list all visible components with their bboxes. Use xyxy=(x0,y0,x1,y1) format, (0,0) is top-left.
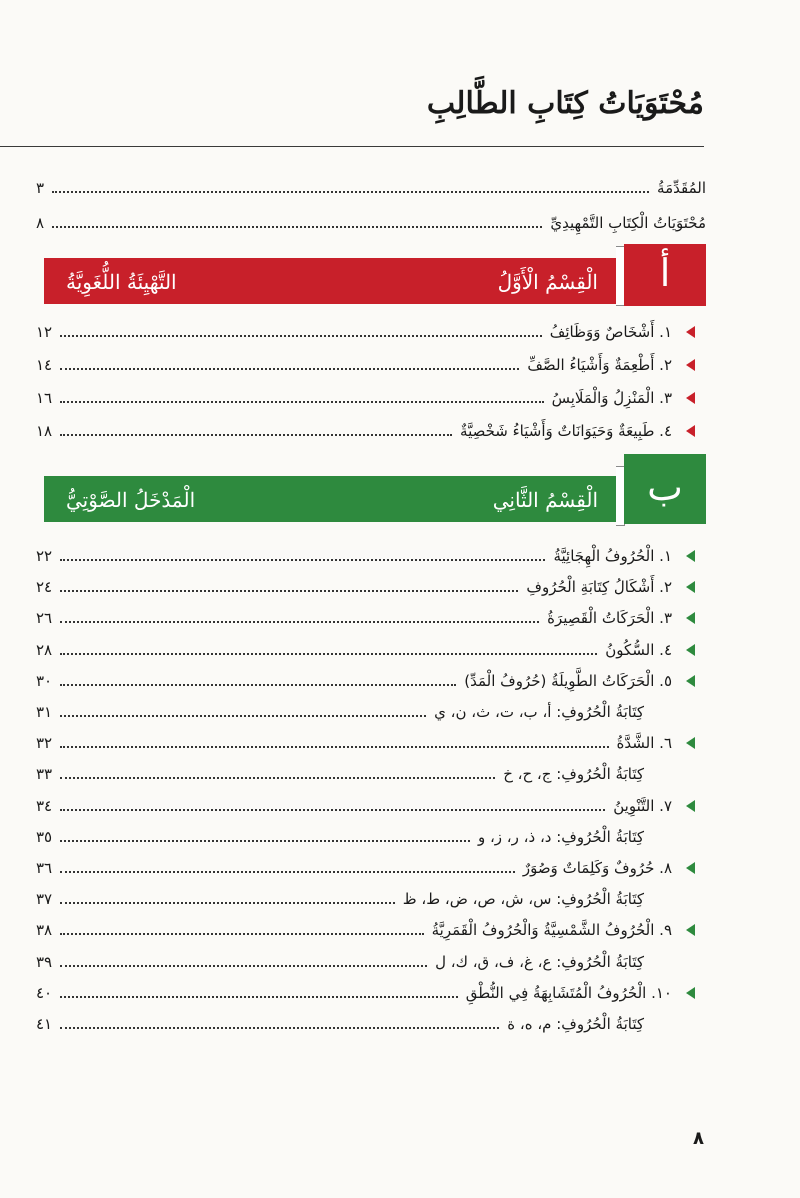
toc-entry-page: ٢٨ xyxy=(36,641,53,659)
toc-entry-page: ١٨ xyxy=(36,422,53,440)
toc-entry-page: ٣١ xyxy=(36,703,53,721)
page-number: ٨ xyxy=(693,1128,704,1149)
toc-entry-label: كِتَابَةُ الْحُرُوفِ: د، ذ، ر، ز، و xyxy=(477,828,644,846)
toc-entry-page: ١٦ xyxy=(36,389,53,407)
dot-leader xyxy=(60,809,605,811)
dot-leader xyxy=(60,965,427,967)
toc-entry-label: ١. الْحُرُوفُ الْهِجَائِيَّةُ xyxy=(553,547,672,565)
toc-entry-introduction[interactable] xyxy=(36,175,706,201)
toc-entry-label: ٩. الْحُرُوفُ الشَّمْسِيَّةُ وَالْحُرُوفُ الْقَمَرِيَّةُ xyxy=(431,921,672,939)
dot-leader xyxy=(60,684,456,686)
toc-entry[interactable] xyxy=(36,319,672,345)
toc-entry-page: ٢٦ xyxy=(36,609,53,627)
red-triangle-icon xyxy=(686,359,695,371)
dot-leader xyxy=(52,191,649,193)
toc-entry-label: كِتَابَةُ الْحُرُوفِ: ج، ح، خ xyxy=(503,765,644,783)
toc-entry[interactable] xyxy=(36,418,672,444)
dot-leader xyxy=(60,621,539,623)
toc-entry-label: كِتَابَةُ الْحُرُوفِ: ع، غ، ف، ق، ك، ل xyxy=(435,953,644,971)
toc-subentry[interactable] xyxy=(36,824,644,850)
toc-entry-page: ٣٩ xyxy=(36,953,53,971)
toc-subentry[interactable] xyxy=(36,761,644,787)
toc-entry-label: ٦. الشَّدَّةُ xyxy=(616,734,672,752)
toc-entry-label: ٢. أَشْكَالُ كِتَابَةِ الْحُرُوفِ xyxy=(526,578,672,596)
dot-leader xyxy=(60,368,519,370)
toc-entry-page: ٣٧ xyxy=(36,890,53,908)
section-letter: ب xyxy=(647,465,683,509)
toc-entry-page: ٢٤ xyxy=(36,578,53,596)
dot-leader xyxy=(60,840,470,842)
toc-entry-label: ٥. الْحَرَكَاتُ الطَّوِيلَةُ (حُرُوفُ الْمَدِّ) xyxy=(464,672,672,690)
toc-entry-label: كِتَابَةُ الْحُرُوفِ: م، ه، ة xyxy=(507,1015,644,1033)
toc-entry-page: ٣٣ xyxy=(36,765,53,783)
toc-entry-label: مُحْتَوَيَاتُ الْكِتَابِ التَّمْهِيدِيِّ xyxy=(550,214,706,232)
green-triangle-icon xyxy=(686,581,695,593)
toc-entry-page: ٣ xyxy=(36,179,45,197)
green-triangle-icon xyxy=(686,800,695,812)
toc-entry-page: ٨ xyxy=(36,214,45,232)
toc-entry-label: ١. أَشْخَاصٌ وَوَظَائِفُ xyxy=(549,323,672,341)
title-divider xyxy=(0,146,704,147)
toc-entry-page: ٣٨ xyxy=(36,921,53,939)
toc-entry[interactable] xyxy=(36,352,672,378)
toc-subentry[interactable] xyxy=(36,1011,644,1037)
toc-subentry[interactable] xyxy=(36,699,644,725)
toc-entry-page: ٣٤ xyxy=(36,797,53,815)
dot-leader xyxy=(60,653,597,655)
section-subtitle: التَّهْيِئَةُ اللُّغَوِيَّةُ xyxy=(66,270,177,294)
toc-entry-label: ٣. الْحَرَكَاتُ الْقَصِيرَةُ xyxy=(547,609,672,627)
toc-entry-label: ٣. الْمَنْزِلُ وَالْمَلَابِسُ xyxy=(551,389,672,407)
toc-entry[interactable] xyxy=(36,668,672,694)
toc-entry[interactable] xyxy=(36,917,672,943)
toc-entry-label: ٢. أَطْعِمَةٌ وَأَشْيَاءُ الصَّفِّ xyxy=(527,356,672,374)
toc-entry[interactable] xyxy=(36,855,672,881)
toc-entry-label: ١٠. الْحُرُوفُ الْمُتَشَابِهَةُ فِي النُّطْقِ xyxy=(465,984,672,1002)
toc-entry[interactable] xyxy=(36,637,672,663)
green-triangle-icon xyxy=(686,612,695,624)
dot-leader xyxy=(60,434,452,436)
toc-entry[interactable] xyxy=(36,793,672,819)
toc-entry[interactable] xyxy=(36,574,672,600)
toc-entry-label: ٤. طَبِيعَةٌ وَحَيَوَانَاتٌ وَأَشْيَاءُ شَخْصِيَّةٌ xyxy=(460,422,672,440)
red-triangle-icon xyxy=(686,392,695,404)
dot-leader xyxy=(60,590,518,592)
dot-leader xyxy=(52,226,542,228)
dot-leader xyxy=(60,871,515,873)
toc-entry-page: ٣٦ xyxy=(36,859,53,877)
page-title: مُحْتَوَيَاتُ كِتَابِ الطَّالِبِ xyxy=(426,86,704,121)
section-subtitle: الْمَدْخَلُ الصَّوْتِيُّ xyxy=(66,488,196,512)
toc-entry-intro-book[interactable] xyxy=(36,210,706,236)
dot-leader xyxy=(60,559,545,561)
section-title: الْقِسْمُ الْأَوَّلُ xyxy=(497,270,598,294)
toc-entry-page: ٣٥ xyxy=(36,828,53,846)
dot-leader xyxy=(60,401,543,403)
toc-entry-label: كِتَابَةُ الْحُرُوفِ: س، ش، ص، ض، ط، ظ xyxy=(402,890,644,908)
section-banner-1 xyxy=(44,258,616,304)
toc-entry[interactable] xyxy=(36,543,672,569)
green-triangle-icon xyxy=(686,644,695,656)
toc-entry-page: ٤٠ xyxy=(36,984,53,1002)
toc-entry[interactable] xyxy=(36,730,672,756)
red-triangle-icon xyxy=(686,425,695,437)
green-triangle-icon xyxy=(686,550,695,562)
dot-leader xyxy=(60,746,608,748)
green-triangle-icon xyxy=(686,862,695,874)
dot-leader xyxy=(60,1027,499,1029)
toc-subentry[interactable] xyxy=(36,886,644,912)
dot-leader xyxy=(60,335,542,337)
dot-leader xyxy=(60,933,424,935)
section-banner-2 xyxy=(44,476,616,522)
green-triangle-icon xyxy=(686,737,695,749)
dot-leader xyxy=(60,996,458,998)
toc-entry-page: ٢٢ xyxy=(36,547,53,565)
green-triangle-icon xyxy=(686,675,695,687)
toc-entry[interactable] xyxy=(36,385,672,411)
dot-leader xyxy=(60,902,395,904)
toc-entry-label: ٨. حُرُوفٌ وَكَلِمَاتٌ وَصُوَرٌ xyxy=(522,859,672,877)
toc-entry-page: ٤١ xyxy=(36,1015,53,1033)
green-triangle-icon xyxy=(686,924,695,936)
dot-leader xyxy=(60,715,426,717)
toc-entry-page: ١٤ xyxy=(36,356,53,374)
toc-entry-label: ٧. التَّنْوِينُ xyxy=(613,797,672,815)
toc-entry-label: ٤. السُّكُونُ xyxy=(605,641,672,659)
toc-entry-label: المُقَدِّمَةُ xyxy=(657,179,706,197)
section-letter: أ xyxy=(659,251,671,295)
section-title: الْقِسْمُ الثَّانِي xyxy=(492,488,598,512)
green-triangle-icon xyxy=(686,987,695,999)
toc-subentry[interactable] xyxy=(36,949,644,975)
toc-entry-label: كِتَابَةُ الْحُرُوفِ: أ، ب، ت، ث، ن، ي xyxy=(434,703,644,721)
toc-entry[interactable] xyxy=(36,605,672,631)
toc-entry[interactable] xyxy=(36,980,672,1006)
toc-entry-page: ٣٢ xyxy=(36,734,53,752)
toc-entry-page: ١٢ xyxy=(36,323,53,341)
dot-leader xyxy=(60,777,495,779)
red-triangle-icon xyxy=(686,326,695,338)
toc-entry-page: ٣٠ xyxy=(36,672,53,690)
